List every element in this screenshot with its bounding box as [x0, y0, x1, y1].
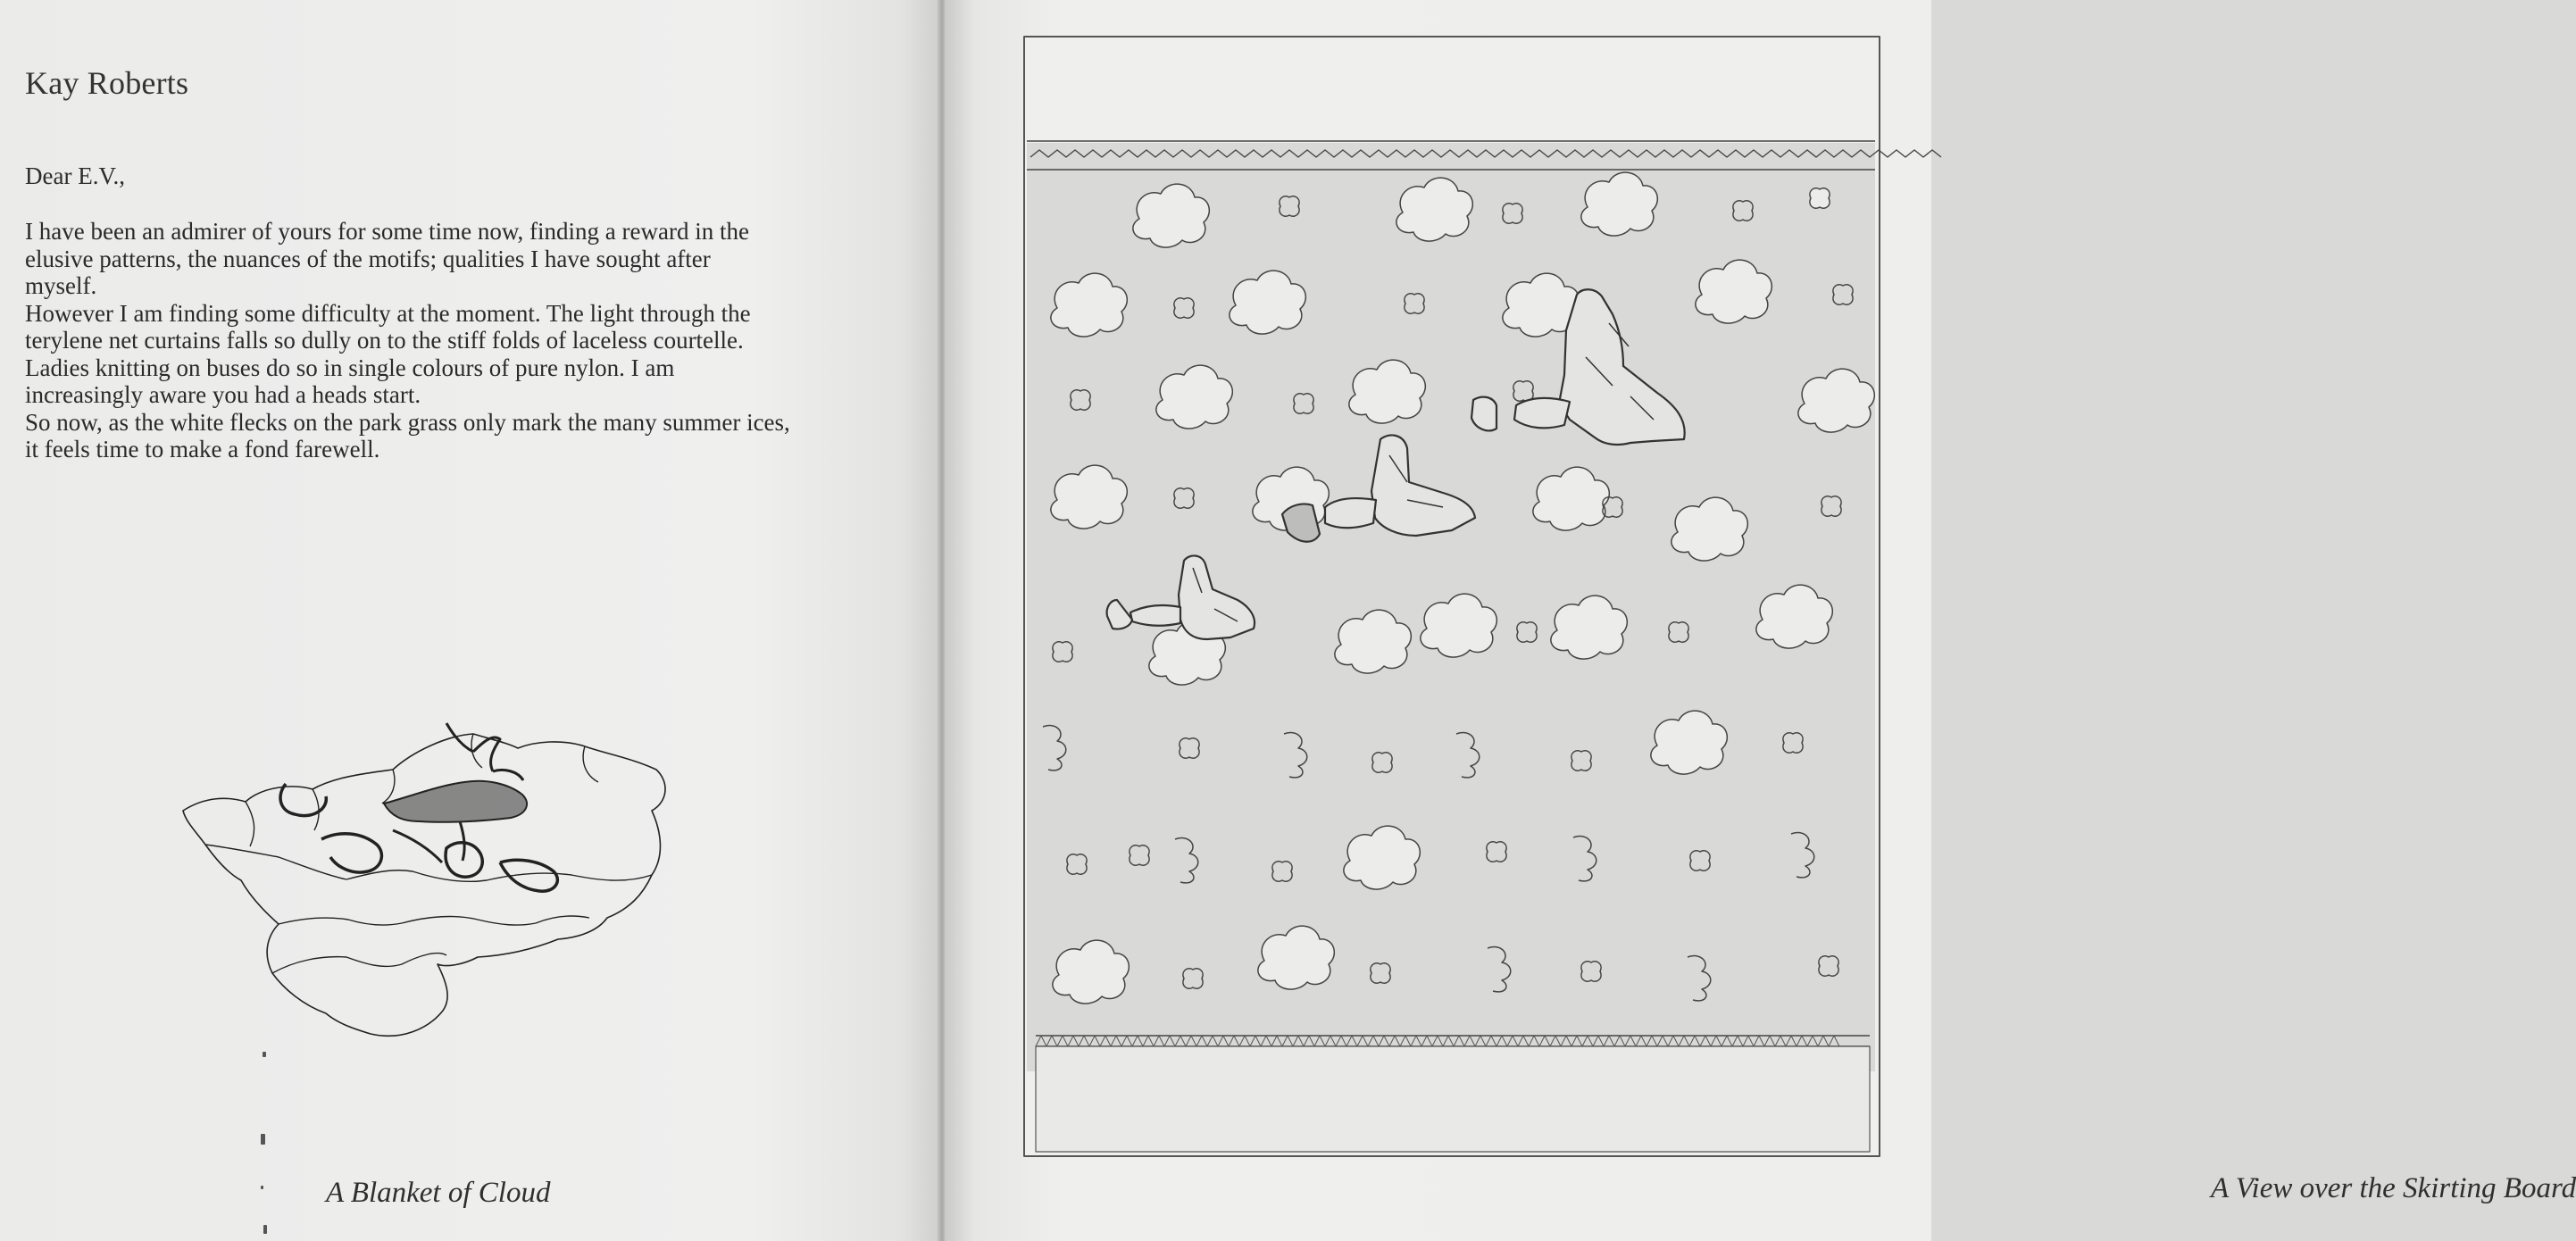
author-name: Kay Roberts [25, 65, 189, 101]
paper-speck [261, 1186, 263, 1189]
letter-line: Ladies knitting on buses do so in single colours of pure nylon. I am [25, 354, 675, 381]
paper-speck [261, 1134, 265, 1145]
paper-speck [263, 1225, 267, 1234]
letter-salutation: Dear E.V., [25, 162, 125, 189]
letter-line: So now, as the white flecks on the park grass only mark the many summer ices, [25, 408, 790, 436]
left-page [0, 0, 939, 1241]
letter-line: it feels time to make a fond farewell. [25, 436, 380, 462]
letter-line: However I am finding some difficulty at the moment. The light through the [25, 299, 751, 327]
letter-line: I have been an admirer of yours for some time now, finding a reward in the [25, 218, 749, 245]
letter-line: increasingly aware you had a heads start. [25, 381, 421, 408]
letter-body [25, 218, 882, 463]
letter-line: elusive patterns, the nuances of the motifs; qualities I have sought after [25, 245, 711, 272]
letter-line: myself. [25, 272, 97, 299]
caption-blanket-of-cloud: A Blanket of Cloud [326, 1177, 551, 1209]
skirting-board-drawing [1023, 36, 1880, 1157]
cloud-blanket-sketch [179, 696, 679, 1045]
caption-view-over-skirting-board: A View over the Skirting Board [2211, 1172, 2576, 1204]
letter-line: terylene net curtains falls so dully on to the stiff folds of laceless courtelle. [25, 327, 744, 354]
paper-speck [263, 1052, 266, 1057]
